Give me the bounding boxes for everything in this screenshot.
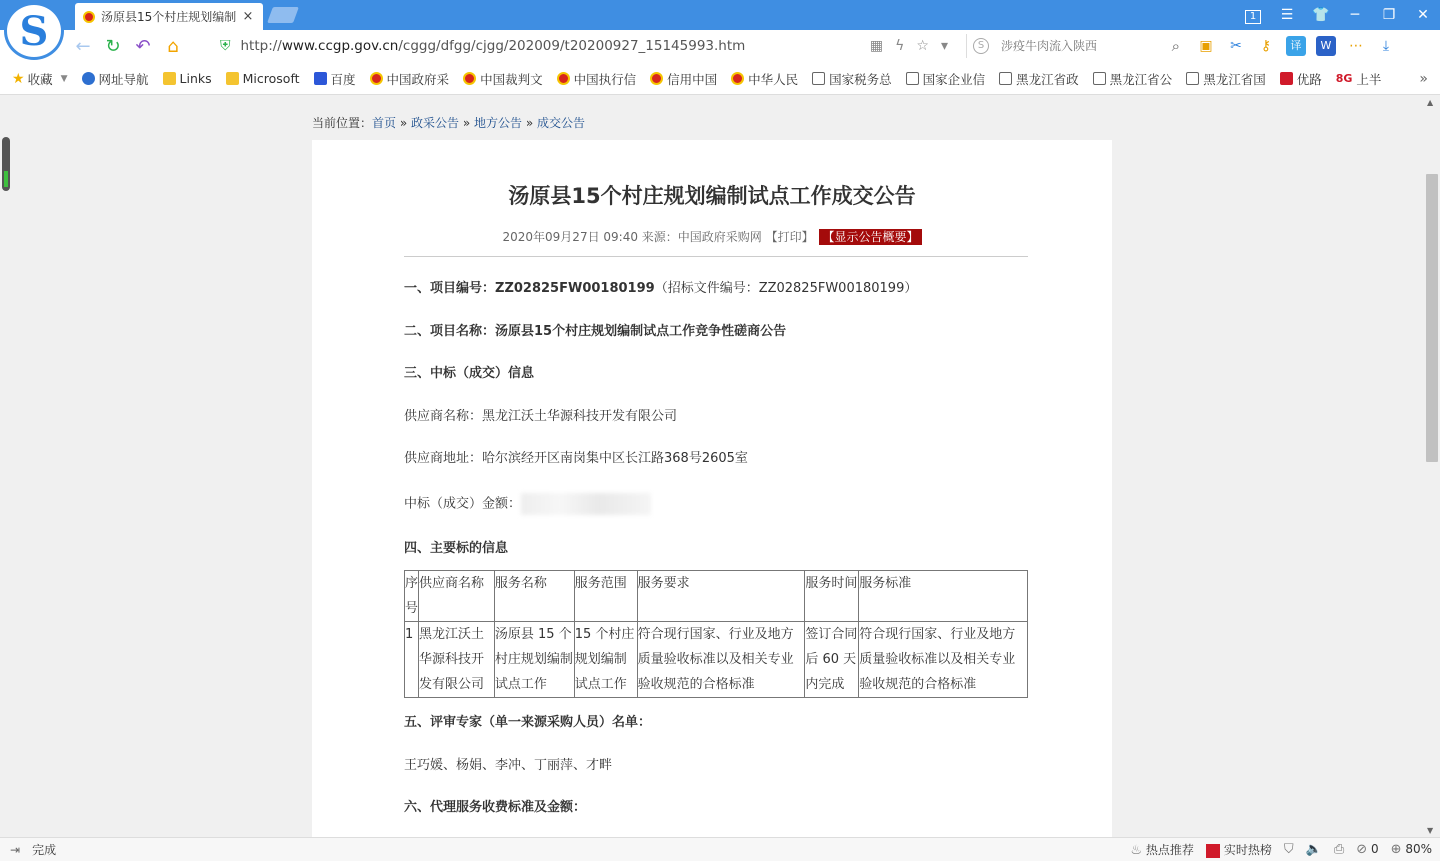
skin-icon[interactable]: 👕 bbox=[1312, 7, 1330, 23]
bookmark-credit-china[interactable]: 信用中国 bbox=[650, 70, 717, 88]
speed-mode-icon[interactable]: ϟ bbox=[895, 38, 905, 54]
tab-title: 汤原县15个村庄规划编制 bbox=[101, 10, 237, 24]
scroll-down-icon[interactable]: ▼ bbox=[1427, 826, 1434, 835]
status-text: 完成 bbox=[32, 843, 57, 857]
download-icon[interactable]: ⤓ bbox=[1382, 38, 1390, 54]
page-icon bbox=[1186, 72, 1199, 85]
emblem-icon bbox=[370, 72, 383, 85]
page-icon bbox=[1093, 72, 1106, 85]
table-header-cell: 服务标准 bbox=[859, 571, 1028, 622]
scrollbar-thumb[interactable] bbox=[1426, 174, 1438, 462]
title-bar bbox=[0, 0, 1440, 30]
bookmark-ccgp[interactable]: 中国政府采 bbox=[370, 70, 450, 88]
emblem-icon bbox=[557, 72, 570, 85]
redacted-amount bbox=[521, 493, 651, 515]
extension-bar bbox=[1196, 34, 1396, 58]
adblock-icon: ⊘ bbox=[1356, 842, 1368, 857]
realtime-hot[interactable]: 实时热榜 bbox=[1206, 841, 1272, 858]
table-header-cell: 服务范围 bbox=[574, 571, 637, 622]
address-tools bbox=[870, 38, 948, 54]
word-icon[interactable]: W bbox=[1316, 36, 1336, 56]
lock-icon[interactable]: ⎙ bbox=[1333, 842, 1345, 857]
bookmark-links[interactable]: Links bbox=[163, 71, 212, 86]
address-bar[interactable] bbox=[220, 34, 960, 58]
source-link[interactable]: 中国政府采购网 bbox=[677, 230, 762, 244]
bookmark-favorites[interactable]: ★ 收藏 ▼ bbox=[12, 70, 68, 87]
table-header-row bbox=[405, 571, 1028, 622]
section-agency-fee: 六、代理服务收费标准及金额： bbox=[404, 800, 587, 816]
new-tab-button[interactable] bbox=[267, 7, 299, 23]
page-icon bbox=[812, 72, 825, 85]
menu-icon[interactable]: ☰ bbox=[1280, 7, 1294, 23]
star-icon: ★ bbox=[12, 70, 25, 87]
table-header-cell: 供应商名称 bbox=[419, 571, 495, 622]
youlu-icon bbox=[1280, 72, 1293, 85]
window-count-button[interactable]: 1 bbox=[1236, 7, 1270, 24]
globe-icon bbox=[82, 72, 95, 85]
emblem-icon bbox=[463, 72, 476, 85]
winning-amount: 中标（成交）金额： bbox=[404, 493, 1028, 515]
section-main-items: 四、主要标的信息 bbox=[404, 540, 509, 556]
tab-close-icon[interactable]: × bbox=[242, 9, 254, 24]
window-controls bbox=[1236, 0, 1440, 30]
bookmark-baidu[interactable]: 百度 bbox=[314, 70, 356, 88]
section-project-name: 二、项目名称：汤原县15个村庄规划编制试点工作竞争性磋商公告 bbox=[404, 323, 787, 339]
tab-active[interactable] bbox=[75, 3, 263, 30]
key-icon[interactable]: ⚷ bbox=[1260, 38, 1272, 54]
national-emblem-icon bbox=[83, 11, 95, 23]
status-bar bbox=[0, 837, 1440, 861]
table-header-cell: 服务名称 bbox=[494, 571, 574, 622]
scroll-up-icon[interactable]: ▲ bbox=[1427, 98, 1434, 107]
supplier-address: 供应商地址：哈尔滨经开区南岗集中区长江路368号2605室 bbox=[404, 451, 748, 467]
table-cell: 汤原县 15 个村庄规划编制试点工作 bbox=[494, 622, 574, 698]
mobile-sync-icon[interactable]: ▣ bbox=[1199, 38, 1213, 54]
divider bbox=[404, 256, 1028, 257]
bookmarks-bar bbox=[0, 63, 1440, 95]
secure-shield-icon: ⛨ bbox=[220, 38, 231, 54]
breadcrumb-home[interactable]: 首页 bbox=[372, 116, 397, 130]
home-icon[interactable]: ⌂ bbox=[167, 36, 179, 57]
volume-icon[interactable]: 🔈 bbox=[1305, 842, 1322, 857]
supplier-name: 供应商名称：黑龙江沃土华源科技开发有限公司 bbox=[404, 408, 678, 424]
undo-close-icon[interactable]: ↶ bbox=[135, 36, 151, 57]
items-table bbox=[404, 570, 1028, 698]
favorite-star-icon[interactable]: ☆ bbox=[916, 38, 929, 54]
article-card bbox=[312, 140, 1112, 837]
sidebar-handle[interactable] bbox=[2, 137, 10, 191]
bookmark-hlj-public[interactable]: 黑龙江省公 bbox=[1093, 70, 1173, 88]
page-icon bbox=[999, 72, 1012, 85]
folder-icon bbox=[163, 72, 176, 85]
bookmark-enforcement[interactable]: 中国执行信 bbox=[557, 70, 637, 88]
table-header-cell: 服务时间 bbox=[805, 571, 859, 622]
hot-recommend[interactable]: ♨ 热点推荐 bbox=[1130, 843, 1194, 858]
article-body bbox=[404, 280, 1028, 837]
table-header-cell: 服务要求 bbox=[637, 571, 805, 622]
search-input[interactable] bbox=[1001, 39, 1151, 53]
zoom-level[interactable]: ⊕ 80% bbox=[1390, 842, 1432, 857]
table-cell: 符合现行国家、行业及地方质量验收标准以及相关专业验收规范的合格标准 bbox=[637, 622, 805, 698]
search-engine-icon[interactable]: S bbox=[973, 38, 989, 54]
flame-icon: ♨ bbox=[1130, 843, 1142, 858]
restore-icon[interactable]: ❐ bbox=[1382, 7, 1396, 23]
article-title: 汤原县15个村庄规划编制试点工作成交公告 bbox=[508, 184, 916, 208]
table-cell: 签订合同后 60 天内完成 bbox=[805, 622, 859, 698]
section-experts: 五、评审专家（单一来源采购人员）名单： bbox=[404, 715, 652, 731]
table-cell: 15 个村庄规划编制试点工作 bbox=[574, 622, 637, 698]
breadcrumb: 当前位置：首页 » 政采公告 » 地方公告 » 成交公告 bbox=[312, 116, 586, 130]
table-row bbox=[405, 622, 1028, 698]
screenshot-scissors-icon[interactable]: ✂ bbox=[1230, 38, 1242, 54]
bookmark-microsoft[interactable]: Microsoft bbox=[226, 71, 300, 86]
refresh-icon[interactable]: ↻ bbox=[105, 36, 121, 57]
search-icon[interactable]: ⌕ bbox=[1171, 37, 1180, 55]
emblem-icon bbox=[650, 72, 663, 85]
table-cell: 符合现行国家、行业及地方质量验收标准以及相关专业验收规范的合格标准 bbox=[859, 622, 1028, 698]
emblem-icon bbox=[731, 72, 744, 85]
bookmarks-overflow-icon[interactable]: » bbox=[1419, 70, 1428, 87]
bookmark-prc[interactable]: 中华人民 bbox=[731, 70, 798, 88]
bookmark-youlu[interactable]: 优路 bbox=[1280, 70, 1322, 88]
breadcrumb-announcements[interactable]: 政采公告 bbox=[411, 116, 460, 130]
expert-names: 王巧媛、杨娟、李冲、丁丽萍、才畔 bbox=[404, 757, 613, 773]
section-project-code: 一、项目编号：ZZ02825FW00180199（招标文件编号：ZZ02825FW00180199） bbox=[404, 281, 918, 296]
page-viewport bbox=[0, 96, 1424, 837]
sidebar-toggle-icon[interactable]: ⇥ bbox=[10, 842, 21, 857]
baidu-paw-icon bbox=[314, 72, 327, 85]
qr-code-icon[interactable]: ▦ bbox=[869, 38, 884, 54]
8g-icon: 8G bbox=[1335, 72, 1353, 85]
bookmark-tax[interactable]: 国家税务总 bbox=[812, 70, 892, 88]
sogou-browser-logo[interactable]: S bbox=[4, 2, 64, 60]
bookmark-8g[interactable]: 8G 上半 bbox=[1335, 71, 1382, 87]
page-icon bbox=[906, 72, 919, 85]
table-cell: 黑龙江沃土华源科技开发有限公司 bbox=[419, 622, 495, 698]
print-link[interactable]: 【打印】 bbox=[765, 230, 814, 244]
chart-icon bbox=[1206, 844, 1220, 858]
shield-icon[interactable]: ⛉ bbox=[1283, 842, 1294, 857]
bookmark-hlj-gov[interactable]: 黑龙江省政 bbox=[999, 70, 1079, 88]
dropdown-chevron-icon[interactable]: ▾ bbox=[940, 38, 948, 54]
adblock-count[interactable]: ⊘ 0 bbox=[1356, 842, 1379, 857]
url-text[interactable]: http://www.ccgp.gov.cn/cggg/dfgg/cjgg/202009/t20200927_15145993.htm bbox=[240, 38, 746, 54]
breadcrumb-deal[interactable]: 成交公告 bbox=[537, 116, 586, 130]
bookmark-enterprise[interactable]: 国家企业信 bbox=[906, 70, 986, 88]
zoom-icon: ⊕ bbox=[1390, 842, 1402, 857]
minimize-icon[interactable]: ─ bbox=[1350, 7, 1360, 23]
bookmark-nav[interactable]: 网址导航 bbox=[82, 70, 149, 88]
chevron-down-icon: ▼ bbox=[60, 73, 68, 84]
search-box[interactable] bbox=[966, 34, 1186, 58]
article-meta: 2020年09月27日 09:40 来源：中国政府采购网 【打印】 【显示公告概要】 bbox=[312, 228, 1112, 245]
bookmark-court[interactable]: 中国裁判文 bbox=[463, 70, 543, 88]
close-window-icon[interactable]: ✕ bbox=[1417, 7, 1429, 23]
folder-icon bbox=[226, 72, 239, 85]
section-winner-heading: 三、中标（成交）信息 bbox=[404, 366, 535, 382]
table-cell: 1 bbox=[405, 622, 419, 698]
breadcrumb-local[interactable]: 地方公告 bbox=[474, 116, 523, 130]
back-icon[interactable]: ← bbox=[75, 36, 91, 57]
vertical-scrollbar[interactable] bbox=[1424, 96, 1440, 837]
translate-icon[interactable]: 译 bbox=[1286, 36, 1306, 56]
more-menu-icon[interactable]: ⋯ bbox=[1349, 38, 1363, 54]
table-header-cell: 序号 bbox=[405, 571, 419, 622]
show-summary-button[interactable]: 【显示公告概要】 bbox=[819, 229, 921, 245]
bookmark-hlj-land[interactable]: 黑龙江省国 bbox=[1186, 70, 1266, 88]
